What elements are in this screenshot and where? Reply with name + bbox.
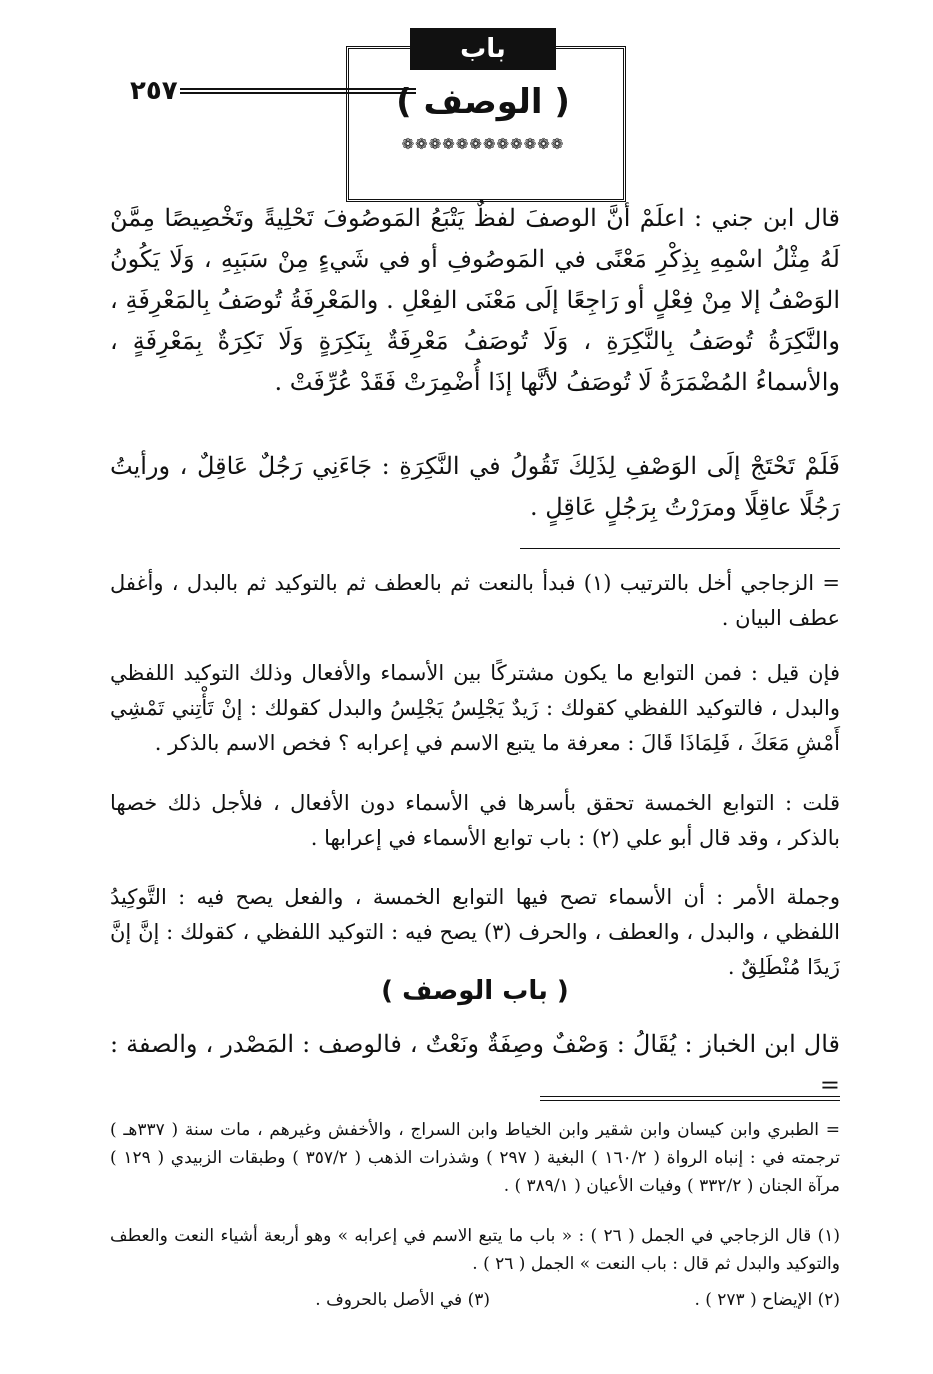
commentary-paragraph-2: فإن قيل : فمن التوابع ما يكون مشتركًا بين الأسماء والأفعال وذلك التوكيد اللفظي والبدل ، فالتوكيد اللفظي كقولك : زَيدٌ يَجْلِسُ يَجْلِسُ والبدل كقولك : إنْ تَأْتِني تَمْشِي أَمْشِ مَعَكَ ، فَلِمَاذَا قَالَ : معرفة ما يتبع الاسم في إعرابه ؟ فخص الاسم بالذكر . (110, 661, 840, 755)
ornament-border-icon: ❁❁❁❁❁❁❁❁❁❁❁❁ (401, 135, 565, 153)
commentary-paragraph-4: وجملة الأمر : أن الأسماء تصح فيها التوابع الخمسة ، والفعل يصح فيه : التَّوكِيدُ اللفظي ، والبدل ، والعطف ، والحرف (٣) يصح فيه : التوكيد اللفظي ، كقولك : إنَّ إنَّ زَيدًا مُنْطَلِقٌ . (110, 885, 840, 979)
footnote-2: (٢) الإيضاح ( ٢٧٣ ) . (694, 1290, 840, 1310)
footnote-divider (540, 1096, 840, 1101)
footnote-continued: = الطبري وابن كيسان وابن شقير وابن الخياط وابن السراج ، والأخفش وغيرهم ، مات سنة ( ٣٣٧هـ ) ترجمته في : إنباه الرواة ( ١٦٠/٢ ) البغية ( ٢٩٧ ) وشذرات الذهب ( ٣٥٧/٢ ) وطبقات الزبيدي ( ١٢٩ ) مرآة الجنان ( ٣٣٢/٢ ) وفيات الأعيان ( ٣٨٩/١ ) . (110, 1120, 841, 1196)
main-text-divider (520, 548, 840, 549)
footnote-3: (٣) في الأصل بالحروف . (315, 1290, 490, 1310)
section-subheading: ( باب الوصف ) (381, 976, 569, 1006)
commentary-paragraph-3: قلت : التوابع الخمسة تحقق بأسرها في الأسماء دون الأفعال ، فلأجل ذلك خصها بالذكر ، وقد قال أبو علي (٢) : باب توابع الأسماء في إعرابها . (110, 791, 840, 850)
commentary-paragraph-1: = الزجاجي أخل بالترتيب (١) فبدأ بالنعت ثم بالعطف ثم بالتوكيد ثم بالبدل ، وأغفل عطف البيان . (110, 571, 840, 630)
footnote-1: (١) قال الزجاجي في الجمل ( ٢٦ ) : « باب ما يتبع الاسم في إعرابه » وهو أربعة أشياء النعت والعطف والتوكيد والبدل ثم قال : باب النعت » الجمل ( ٢٦ ) . (110, 1226, 840, 1274)
page-number: ٢٥٧ (130, 76, 178, 106)
main-text-paragraph-2: فَلَمْ تَحْتَجْ إلَى الوَصْفِ لِذَلِكَ تَقُولُ في النَّكِرَةِ : جَاءَنِي رَجُلٌ عَاقِلٌ ، ورأيتُ رَجُلًا عاقِلًا ومرَرْتُ بِرَجُلٍ عَاقِلٍ . (110, 452, 841, 521)
continuing-text-line: قال ابن الخباز : يُقَالُ : وَصْفٌ وصِفَةٌ ونَعْتٌ ، فالوصف : المَصْدر ، والصفة : = (110, 1030, 840, 1099)
chapter-title: ( الوصف ) (396, 82, 570, 122)
page-header (120, 24, 820, 184)
main-text-paragraph-1: قال ابن جني : اعلَمْ أنَّ الوصفَ لفظٌ يَتْبَعُ المَوصُوفَ تَحْلِيةً وتَخْصِيصًا مِمَّنْ لَهُ مِثْلُ اسْمِهِ بِذِكْرِ مَعْنًى في المَوصُوفِ أو في شَيءٍ مِنْ سَبَبِهِ ، وَلَا يَكُونُ الوَصْفُ إلا مِنْ فِعْلٍ أو رَاجِعًا إلَى مَعْنَى الفِعْلِ . والمَعْرِفَةُ تُوصَفُ بِالمَعْرِفَةِ ، والنَّكِرَةُ تُوصَفُ بِالنَّكِرَةِ ، وَلَا تُوصَفُ مَعْرِفَةٌ بِنَكِرَةٍ وَلَا نَكِرَةٌ بِمَعْرِفَةٍ ، والأسماءُ المُضْمَرَةُ لَا تُوصَفُ لأنَّها إذَا أُضْمِرَتْ فَقَدْ عُرِّفَتْ . (110, 204, 840, 396)
section-label-tab: باب (410, 28, 556, 70)
